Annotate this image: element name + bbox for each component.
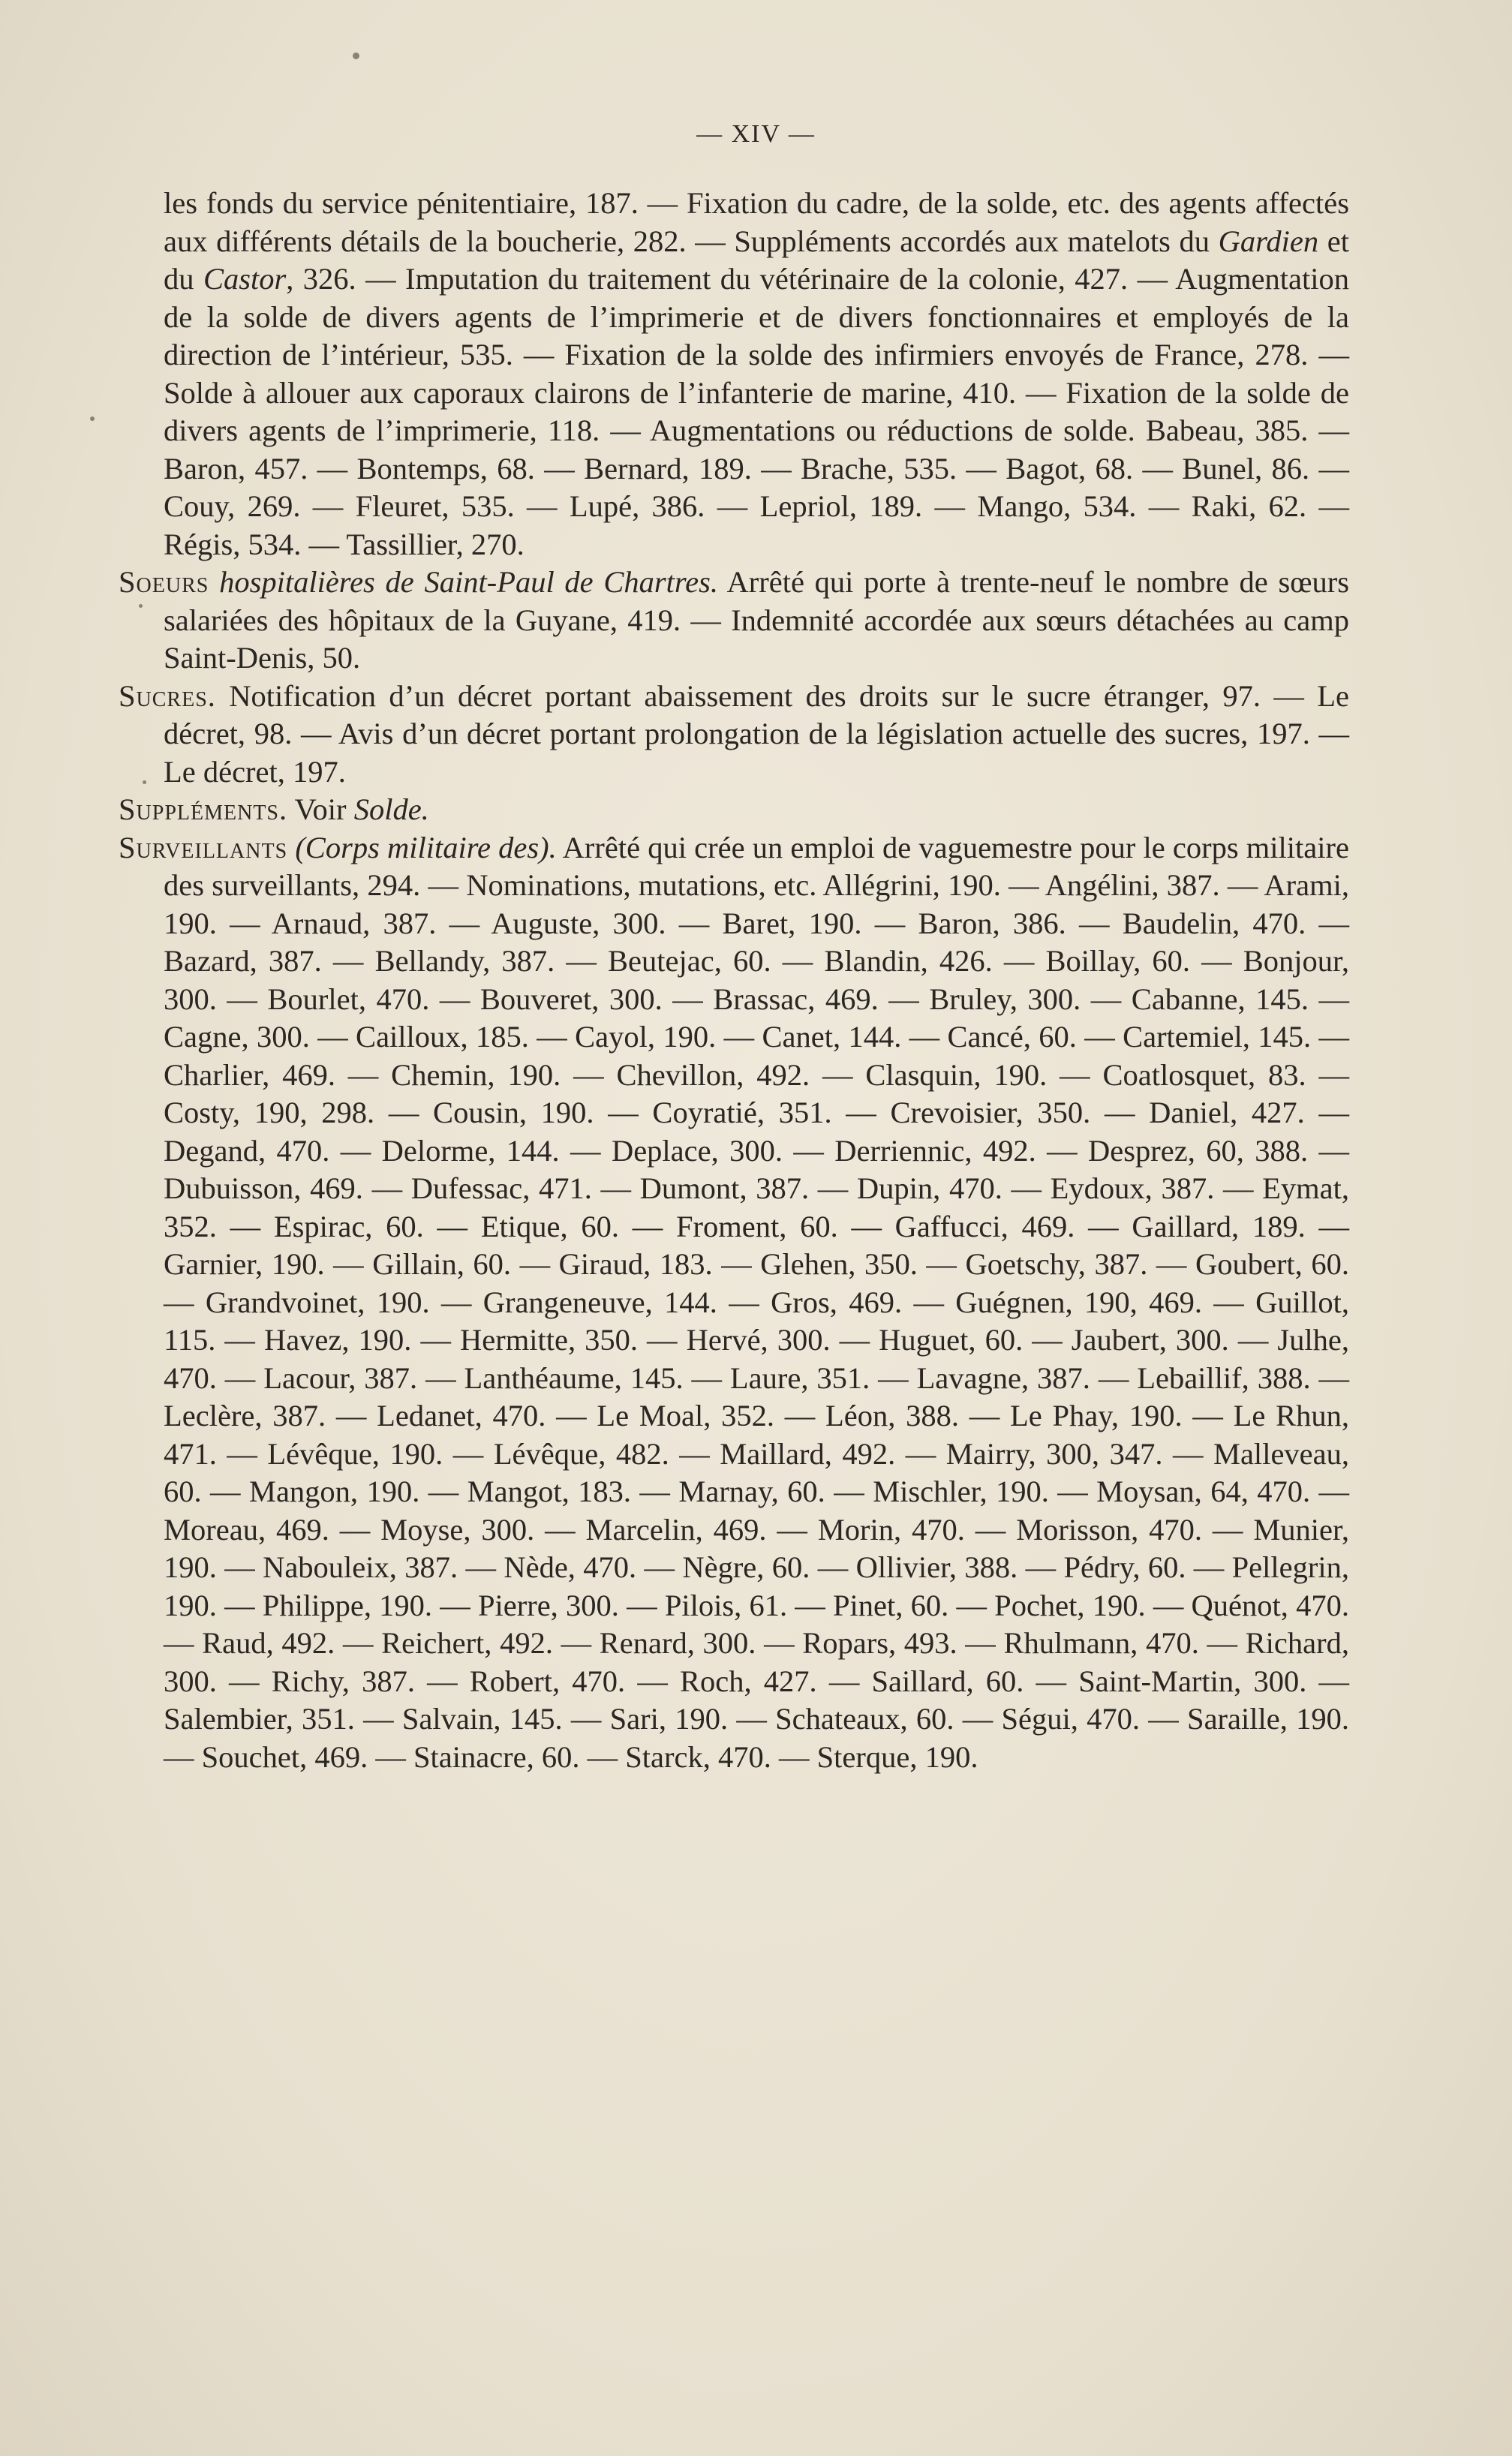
entry-cross-reference: Solde. [353,792,429,826]
entry-heading-italic: hospitalières de Saint-Paul de Chartres. [219,565,719,599]
entry-heading: Suppléments. [119,792,288,826]
paper-speck [353,53,359,59]
entry-body: Notification d’un décret portant abaissement des droits sur le sucre étranger, 97. — Le décret, 98. — Avis d’un décret portant prolongation de la législation actuelle des sucres, 197. — Le décret, 197. [164,678,1349,789]
entry-body-fragment: les fonds du service pénitentiaire, 187. — Fixation du cadre, de la solde, etc. des agents affectés aux différents détails de la boucherie, 282. — Suppléments accordés aux matelots du [164,186,1349,258]
entry-body-fragment: et du [164,224,1349,296]
entry-body: Arrêté qui crée un emploi de vaguemestre pour le corps militaire des surveillants, 294. — Nominations, mutations, etc. Allégrini, 190. — Angélini, 387. — Arami, 190. — Arnaud, 387. — Auguste, 300. — Baret, 190. — Baron, 386. — Baudelin, 470. — Bazard, 387. — Bellandy, 387. — Beutejac, 60. — Blandin, 426. — Boillay, 60. — Bonjour, 300. — Bourlet, 470. — Bouveret, 300. — Brassac, 469. — Bruley, 300. — Cabanne, 145. — Cagne, 300. — Cailloux, 185. — Cayol, 190. — Canet, 144. — Cancé, 60. — Cartemiel, 145. — Charlier, 469. — Chemin, 190. — Chevillon, 492. — Clasquin, 190. — Coatlosquet, 83. — Costy, 190, 298. — Cousin, 190. — Coyratié, 351. — Crevoisier, 350. — Daniel, 427. — Degand, 470. — Delorme, 144. — Deplace, 300. — Derriennic, 492. — Desprez, 60, 388. — Dubuisson, 469. — Dufessac, 471. — Dumont, 387. — Dupin, 470. — Eydoux, 387. — Eymat, 352. — Espirac, 60. — Etique, 60. — Froment, 60. — Gaffucci, 469. — Gaillard, 189. — Garnier, 190. — Gillain, 60. — Giraud, 183. — Glehen, 350. — Goetschy, 387. — Goubert, 60. — Grandvoinet, 190. — Grangeneuve, 144. — Gros, 469. — Guégnen, 190, 469. — Guillot, 115. — Havez, 190. — Hermitte, 350. — Hervé, 300. — Huguet, 60. — Jaubert, 300. — Julhe, 470. — Lacour, 387. — Lanthéaume, 145. — Laure, 351. — Lavagne, 387. — Lebaillif, 388. — Leclère, 387. — Ledanet, 470. — Le Moal, 352. — Léon, 388. — Le Phay, 190. — Le Rhun, 471. — Lévêque, 190. — Lévêque, 482. — Maillard, 492. — Mairry, 300, 347. — Malleveau, 60. — Mangon, 190. — Mangot, 183. — Marnay, 60. — Mischler, 190. — Moysan, 64, 470. — Moreau, 469. — Moyse, 300. — Marcelin, 469. — Morin, 470. — Morisson, 470. — Munier, 190. — Nabouleix, 387. — Nède, 470. — Nègre, 60. — Ollivier, 388. — Pédry, 60. — Pellegrin, 190. — Philippe, 190. — Pierre, 300. — Pilois, 61. — Pinet, 60. — Pochet, 190. — Quénot, 470. — Raud, 492. — Reichert, 492. — Renard, 300. — Ropars, 493. — Rhulmann, 470. — Richard, 300. — Richy, 387. — Robert, 470. — Roch, 427. — Saillard, 60. — Saint-Martin, 300. — Salembier, 351. — Salvain, 145. — Sari, 190. — Schateaux, 60. — Ségui, 470. — Saraille, 190. — Souchet, 469. — Stainacre, 60. — Starck, 470. — Sterque, 190. [164,830,1349,1774]
italic-ship-name: Castor [203,262,287,296]
entry-heading-italic: (Corps militaire des). [295,830,557,864]
index-text-block [119,185,1349,1776]
entry-supplements [119,791,1349,829]
entry-heading: Soeurs [119,565,209,599]
entry-heading: Surveillants [119,830,288,864]
page-number-header: — XIV — [696,120,816,148]
italic-ship-name: Gardien [1218,224,1319,258]
entry-soeurs [119,564,1349,678]
entry-body: Arrêté qui porte à trente-neuf le nombre de sœurs salariées des hôpitaux de la Guyane, 419. — Indemnité accordée aux sœurs détachées au camp Saint-Denis, 50. [164,565,1350,675]
entry-solde-continued [119,185,1349,564]
entry-heading: Sucres. [119,678,216,713]
entry-sucres [119,678,1349,792]
paper-speck [90,416,95,421]
entry-body: Voir [294,792,347,826]
entry-surveillants [119,829,1349,1777]
entry-body-fragment: , 326. — Imputation du traitement du vétérinaire de la colonie, 427. — Augmentation de la solde de divers agents de l’imprimerie et de divers fonctionnaires et employés de la direction de l’intérieur, 535. — Fixation de la solde des infirmiers envoyés de France, 278. — Solde à allouer aux caporaux clairons de l’infanterie de marine, 410. — Fixation de la solde de divers agents de l’imprimerie, 118. — Augmentations ou réductions de solde. Babeau, 385. — Baron, 457. — Bontemps, 68. — Bernard, 189. — Brache, 535. — Bagot, 68. — Bunel, 86. — Couy, 269. — Fleuret, 535. — Lupé, 386. — Lepriol, 189. — Mango, 534. — Raki, 62. — Régis, 534. — Tassillier, 270. [164,262,1349,561]
